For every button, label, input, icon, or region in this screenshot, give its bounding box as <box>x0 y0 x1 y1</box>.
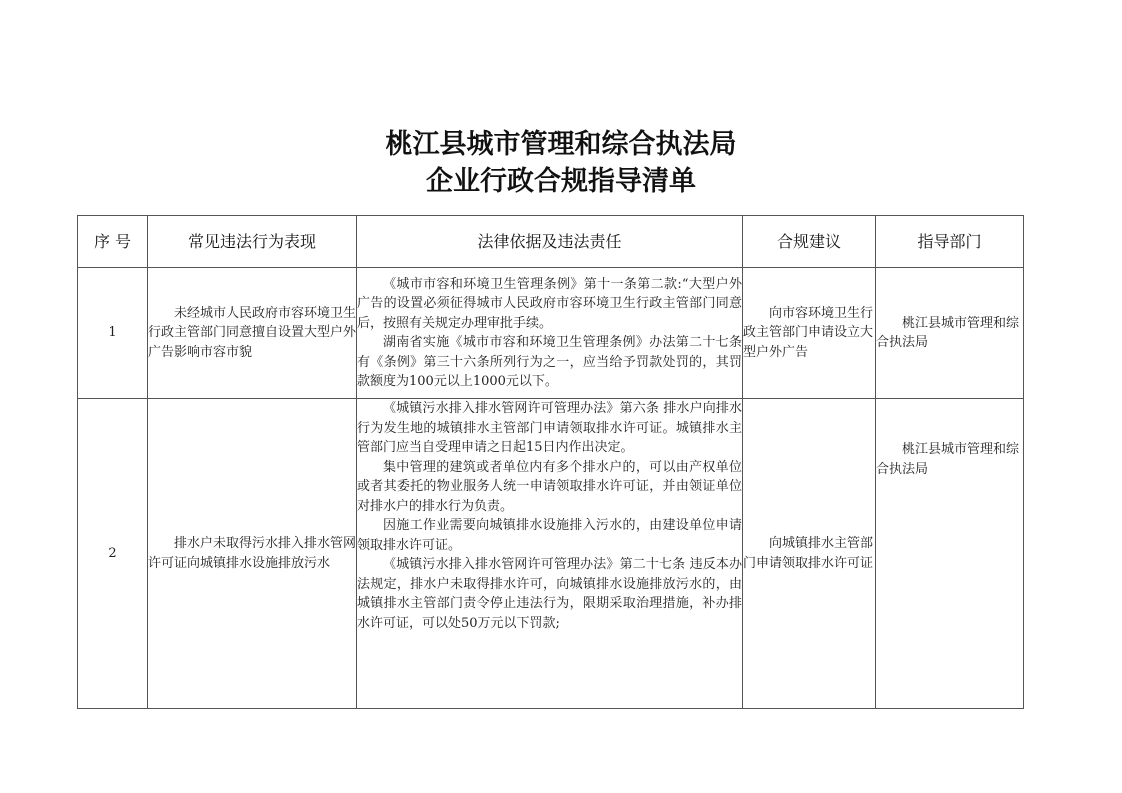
title-line-2: 企业行政合规指导清单 <box>426 166 696 197</box>
row-seq: 2 <box>78 399 148 709</box>
compliance-table <box>77 215 1024 709</box>
table-row <box>78 399 1024 709</box>
header-advice: 合规建议 <box>743 216 876 268</box>
row-behavior <box>148 268 357 399</box>
header-seq: 序 号 <box>78 216 148 268</box>
table-header-row <box>78 216 1024 268</box>
row-advice-text: 向城镇排水主管部门申请领取排水许可证 <box>743 536 874 571</box>
row-behavior <box>148 399 357 709</box>
row-basis <box>357 399 743 709</box>
title-line-1: 桃江县城市管理和综合执法局 <box>385 129 737 160</box>
basis-paragraph: 湖南省实施《城市市容和环境卫生管理条例》办法第二十七条 有《条例》第三十六条所列行为之一，应当给予罚款处罚的，其罚款额度为100元以上1000元以下。 <box>357 335 742 389</box>
document-title <box>0 126 1122 200</box>
row-dept <box>876 268 1024 399</box>
row-dept-text: 桃江县城市管理和综合执法局 <box>876 442 1020 477</box>
basis-paragraph: 因施工作业需要向城镇排水设施排入污水的，由建设单位申请领取排水许可证。 <box>357 518 742 553</box>
row-dept <box>876 399 1024 709</box>
header-behavior: 常见违法行为表现 <box>148 216 357 268</box>
basis-paragraph: 集中管理的建筑或者单位内有多个排水户的，可以由产权单位或者其委托的物业服务人统一申请领取排水许可证，并由领证单位对排水户的排水行为负责。 <box>357 459 742 514</box>
row-seq: 1 <box>78 268 148 399</box>
row-behavior-text: 未经城市人民政府市容环境卫生行政主管部门同意擅自设置大型户外广告影响市容市貌 <box>148 305 357 360</box>
basis-paragraph: 《城镇污水排入排水管网许可管理办法》第二十七条 违反本办法规定，排水户未取得排水许可，向城镇排水设施排放污水的，由城镇排水主管部门责令停止违法行为，限期采取治理措施，补办排水许可证，可以处50万元以下罚款; <box>357 557 742 631</box>
row-advice <box>743 268 876 399</box>
row-advice <box>743 399 876 709</box>
row-advice-text: 向市容环境卫生行政主管部门申请设立大型户外广告 <box>743 305 874 360</box>
header-dept: 指导部门 <box>876 216 1024 268</box>
header-basis: 法律依据及违法责任 <box>357 216 743 268</box>
basis-paragraph: 《城市市容和环境卫生管理条例》第十一条第二款:“大型户外广告的设置必须征得城市人民政府市容环境卫生行政主管部门同意后，按照有关规定办理审批手续。 <box>357 276 742 331</box>
row-basis <box>357 268 743 399</box>
table-row <box>78 268 1024 399</box>
row-dept-text: 桃江县城市管理和综合执法局 <box>876 315 1020 350</box>
row-behavior-text: 排水户未取得污水排入排水管网许可证向城镇排水设施排放污水 <box>148 536 357 571</box>
basis-paragraph: 《城镇污水排入排水管网许可管理办法》第六条 排水户向排水行为发生地的城镇排水主管部门申请领取排水许可证。城镇排水主管部门应当自受理申请之日起15日内作出决定。 <box>357 401 742 455</box>
